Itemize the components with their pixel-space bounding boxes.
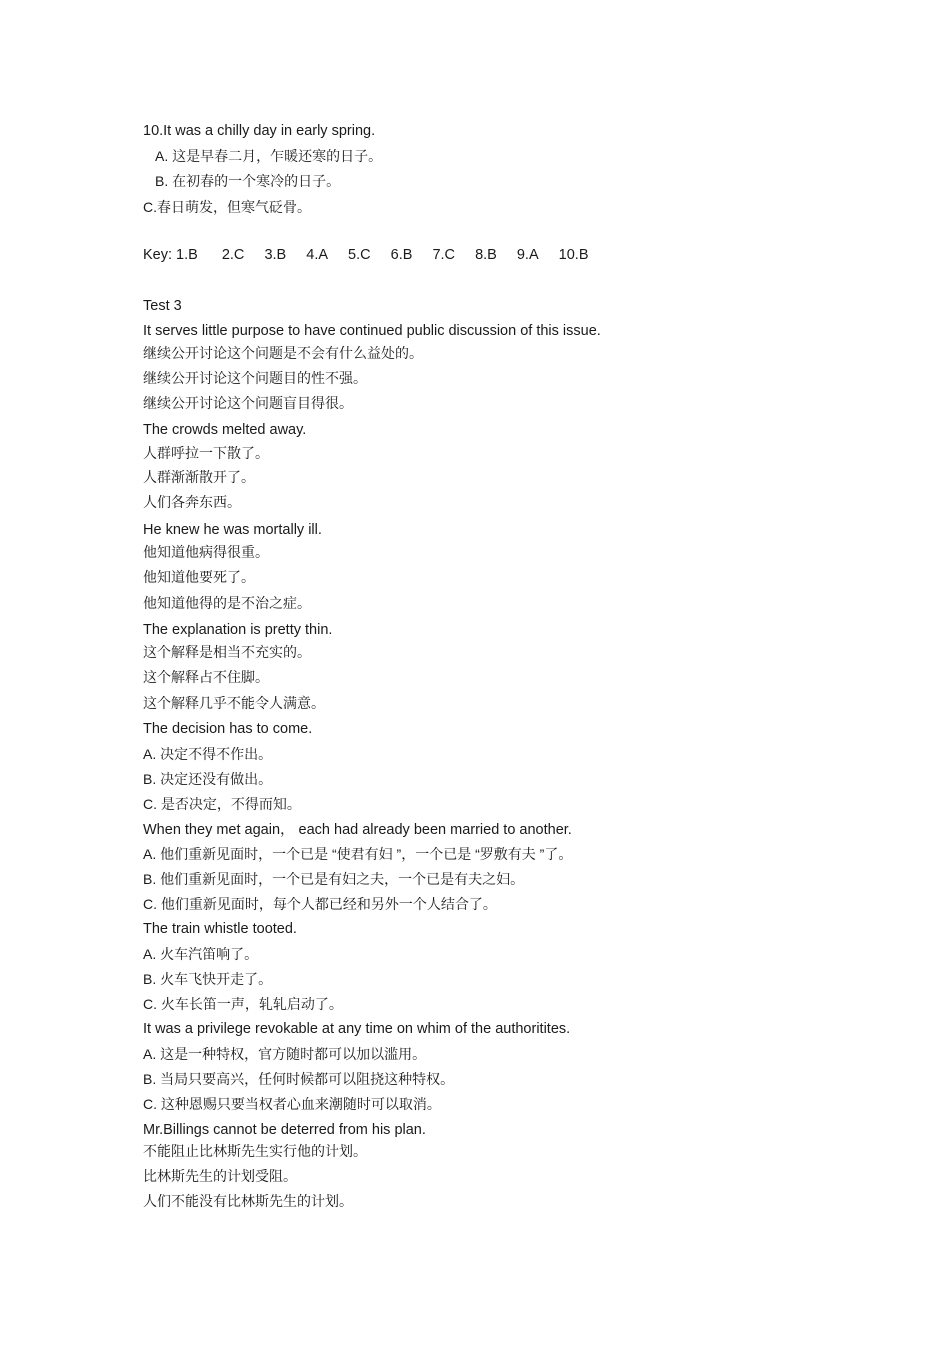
test3-option: B. 当局只要高兴，任何时候都可以阻挠这种特权。 <box>143 1071 455 1087</box>
test3-option: 人群渐渐散开了。 <box>143 469 255 485</box>
q10-question: 10.It was a chilly day in early spring. <box>143 123 376 139</box>
test3-option: 人群呼拉一下散了。 <box>143 445 269 461</box>
answer-key-item: 7.C <box>432 247 456 263</box>
answer-key-item: 4.A <box>306 247 329 263</box>
test3-option: B. 火车飞快开走了。 <box>143 971 273 987</box>
test3-option: 继续公开讨论这个问题盲目得很。 <box>143 395 353 411</box>
q10-option-a: A. 这是早春二月，乍暖还寒的日子。 <box>155 148 383 164</box>
test3-option: 比林斯先生的计划受阻。 <box>143 1168 297 1184</box>
answer-key-item: 10.B <box>558 247 589 263</box>
q10-option-c: C.春日萌发，但寒气砭骨。 <box>143 199 311 215</box>
test3-question: It serves little purpose to have continued public discussion of this issue. <box>143 323 601 339</box>
test3-option: 这个解释占不住脚。 <box>143 669 269 685</box>
test3-option: 不能阻止比林斯先生实行他的计划。 <box>143 1143 367 1159</box>
test3-option: C. 这种恩赐只要当权者心血来潮随时可以取消。 <box>143 1096 441 1112</box>
test3-option: 他知道他要死了。 <box>143 569 255 585</box>
test3-option: 继续公开讨论这个问题是不会有什么益处的。 <box>143 345 423 361</box>
q10-option-b: B. 在初春的一个寒冷的日子。 <box>155 173 341 189</box>
test3-option: C. 他们重新见面时，每个人都已经和另外一个人结合了。 <box>143 896 497 912</box>
test3-option: 这个解释几乎不能令人满意。 <box>143 695 325 711</box>
answer-key-item: 2.C <box>221 247 245 263</box>
answer-key-item: 6.B <box>390 247 413 263</box>
test3-option: 这个解释是相当不充实的。 <box>143 644 311 660</box>
test3-option: A. 这是一种特权，官方随时都可以加以滥用。 <box>143 1046 427 1062</box>
answer-key-item: 5.C <box>348 247 371 263</box>
test3-option: 他知道他病得很重。 <box>143 544 269 560</box>
test3-option: A. 他们重新见面时，一个已是 “使君有妇 ”，一个已是 “罗敷有夫 ”了。 <box>143 846 573 862</box>
test3-question: The decision has to come. <box>143 721 313 737</box>
answer-key-item: 3.B <box>264 247 287 263</box>
test3-option: B. 决定还没有做出。 <box>143 771 273 787</box>
test3-question: It was a privilege revokable at any time on whim of the authoritites. <box>143 1021 571 1037</box>
test3-question: When they met again， each had already been married to another. <box>143 822 572 838</box>
test3-option: C. 火车长笛一声，轧轧启动了。 <box>143 996 343 1012</box>
test3-question: The train whistle tooted. <box>143 921 297 937</box>
test3-option: 继续公开讨论这个问题目的性不强。 <box>143 370 367 386</box>
test3-option: 他知道他得的是不治之症。 <box>143 595 311 611</box>
test3-option: A. 决定不得不作出。 <box>143 746 273 762</box>
test3-title: Test 3 <box>143 298 182 314</box>
answer-key-item: 8.B <box>475 247 497 263</box>
answer-key-item: 9.A <box>516 247 539 263</box>
test3-question: He knew he was mortally ill. <box>143 522 322 538</box>
answer-key-label: Key: 1.B <box>143 247 198 263</box>
test3-option: B. 他们重新见面时，一个已是有妇之夫，一个已是有夫之妇。 <box>143 871 525 887</box>
answer-key <box>143 246 589 264</box>
test3-question: Mr.Billings cannot be deterred from his plan. <box>143 1122 426 1138</box>
test3-option: 人们不能没有比林斯先生的计划。 <box>143 1193 353 1209</box>
test3-question: The explanation is pretty thin. <box>143 622 333 638</box>
test3-option: A. 火车汽笛响了。 <box>143 946 259 962</box>
test3-question: The crowds melted away. <box>143 422 307 438</box>
test3-option: C. 是否决定，不得而知。 <box>143 796 301 812</box>
test3-option: 人们各奔东西。 <box>143 494 241 510</box>
